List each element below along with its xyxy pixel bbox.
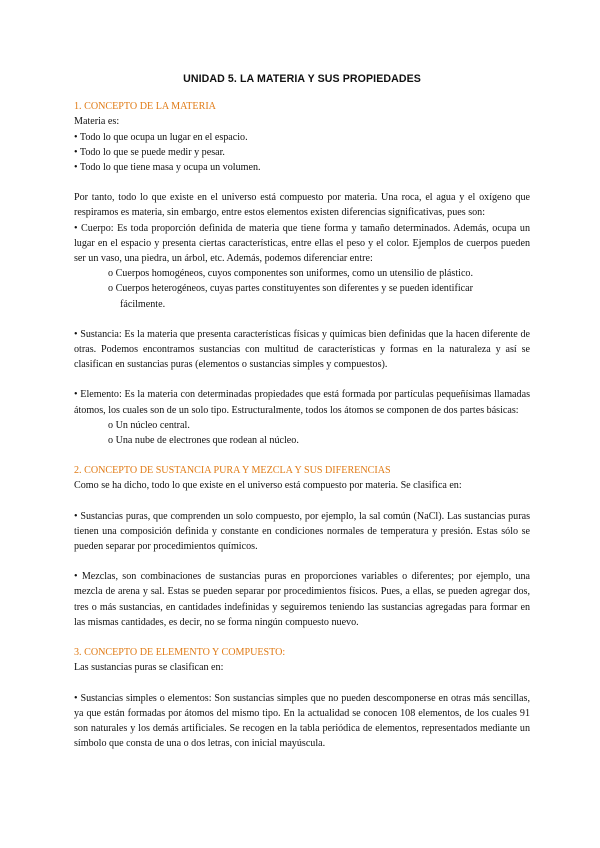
spacer xyxy=(74,175,530,190)
elemento-subitem: o Un núcleo central. xyxy=(108,419,190,431)
section-1-paragraph: Por tanto, todo lo que existe en el universo está compuesto por materia. Una roca, el agua y el oxígeno que respiramos es materia, sin embargo, entre estos elementos existen diferencias significativas, pues son: xyxy=(74,192,530,219)
document-title: UNIDAD 5. LA MATERIA Y SUS PROPIEDADES xyxy=(183,73,421,85)
spacer xyxy=(74,676,530,691)
elemento-subitem: o Una nube de electrones que rodean al núcleo. xyxy=(108,435,299,447)
cuerpo-subitem: o Cuerpos heterogéneos, cuyas partes constituyentes son diferentes y se pueden identificar xyxy=(108,283,473,295)
cuerpo-paragraph: • Cuerpo: Es toda proporción definida de materia que tiene forma y tamaño determinados. Además, ocupa un lugar en el espacio y presenta ciertas características, entre ellas el peso y el color. Ejemplos de cuerpos pueden ser un vaso, una piedra, un árbol, etc. Además, podemos diferenciar entre: xyxy=(74,222,530,265)
spacer xyxy=(74,554,530,569)
section-1-heading: 1. CONCEPTO DE LA MATERIA xyxy=(74,101,216,113)
cuerpo-subitem: o Cuerpos homogéneos, cuyos componentes son uniformes, como un utensilio de plástico. xyxy=(108,268,474,280)
elemento-paragraph: • Elemento: Es la materia con determinadas propiedades que está formada por partículas pequeñísimas llamadas átomos, los cuales son de un solo tipo. Estructuralmente, todos los átomos se componen de dos partes básicas: xyxy=(74,389,530,416)
cuerpo-subitem-continuation: fácilmente. xyxy=(120,298,166,310)
bullet-item: • Todo lo que se puede medir y pesar. xyxy=(74,146,225,158)
bullet-item: • Todo lo que ocupa un lugar en el espacio. xyxy=(74,131,248,143)
section-2-intro: Como se ha dicho, todo lo que existe en el universo está compuesto por materia. Se clasifica en: xyxy=(74,480,462,492)
spacer xyxy=(74,312,530,327)
sustancia-paragraph: • Sustancia: Es la materia que presenta características físicas y químicas bien definidas que la hacen diferente de otras. Podemos encontramos sustancias con multitud de características y formas en la naturaleza y así se clasifican en sustancias puras (elementos o sustancias simples y compuestos). xyxy=(74,328,530,371)
section-3-intro: Las sustancias puras se clasifican en: xyxy=(74,662,224,674)
sustancias-puras-paragraph: • Sustancias puras, que comprenden un solo compuesto, por ejemplo, la sal común (NaCl). Las sustancias puras tienen una composición definida y constante en condiciones normales de temperatura y presión. Estas sólo se pueden separar por procedimientos químicos. xyxy=(74,510,530,553)
sustancias-simples-paragraph: • Sustancias simples o elementos: Son sustancias simples que no pueden descomponerse en otras más sencillas, ya que están formadas por átomos del mismo tipo. En la actualidad se conocen 108 elementos, de los cuales 91 son naturales y los demás artificiales. Se recogen en la tabla periódica de elementos, representados mediante un símbolo que consta de una o dos letras, con inicial mayúscula. xyxy=(74,692,530,750)
section-2-heading: 2. CONCEPTO DE SUSTANCIA PURA Y MEZCLA Y SUS DIFERENCIAS xyxy=(74,465,391,477)
spacer xyxy=(74,494,530,509)
spacer xyxy=(74,372,530,387)
document-body xyxy=(74,72,530,751)
bullet-item: • Todo lo que tiene masa y ocupa un volumen. xyxy=(74,162,261,174)
mezclas-paragraph: • Mezclas, son combinaciones de sustancias puras en proporciones variables o diferentes; por ejemplo, una mezcla de arena y sal. Estas se pueden separar por procedimientos físicos. Pues, a ellas, se pueden agregar dos, tres o más sustancias, en cantidades indefinidas y seguiremos teniendo las sustancias agregadas para formar en las mismas cantidades, es decir, no se forma ningún compuesto nuevo. xyxy=(74,571,530,628)
spacer xyxy=(74,448,530,463)
spacer xyxy=(74,630,530,645)
section-3-heading: 3. CONCEPTO DE ELEMENTO Y COMPUESTO: xyxy=(74,647,286,659)
section-1-intro: Materia es: xyxy=(74,116,120,128)
